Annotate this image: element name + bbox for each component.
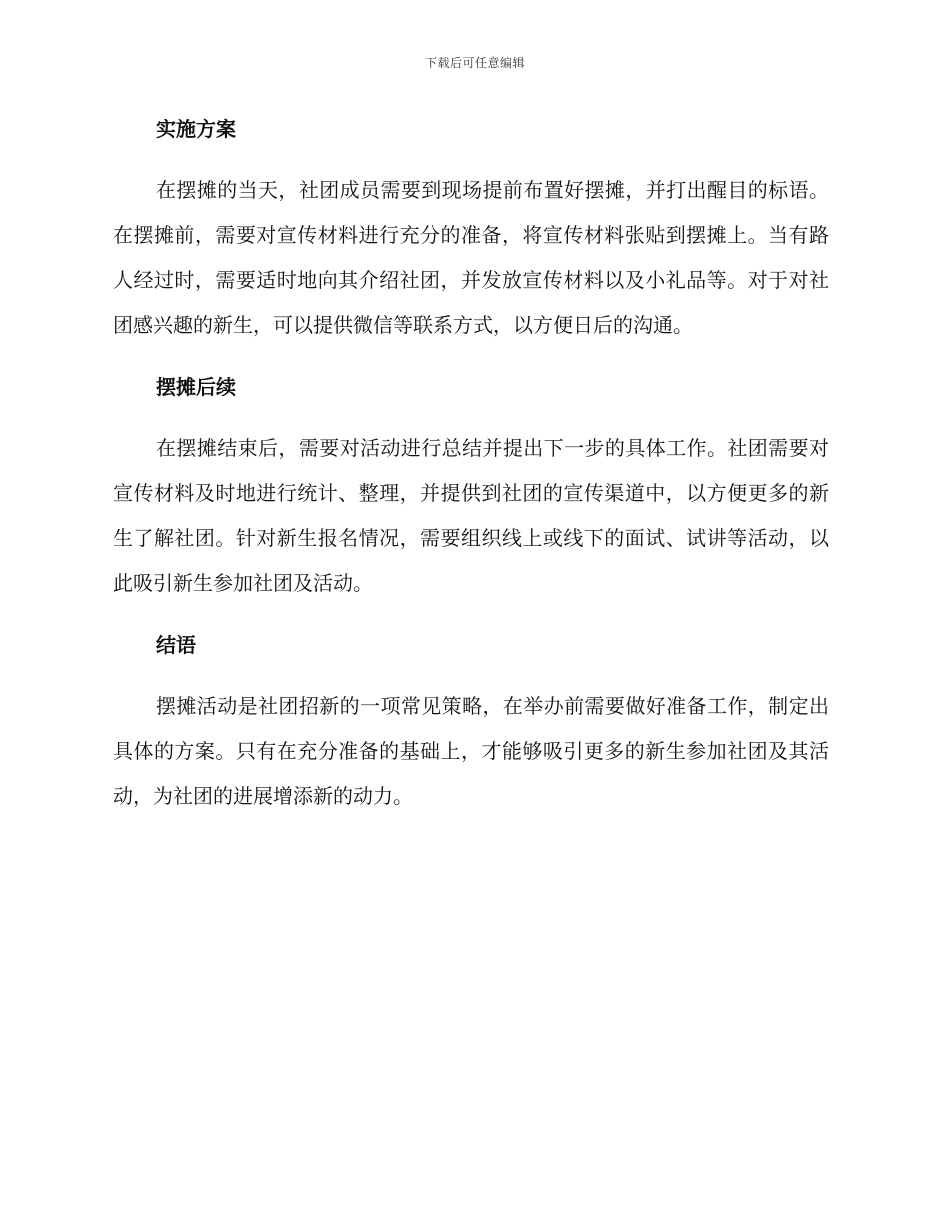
header-note: 下载后可任意编辑	[424, 56, 525, 70]
section-title-conclusion: 结语	[156, 633, 196, 657]
section-body-follow-up: 在摆摊结束后，需要对活动进行总结并提出下一步的具体工作。社团需要对宣传材料及时地进行统计、整理，并提供到社团的宣传渠道中，以方便更多的新生了解社团。针对新生报名情况，需要组织线上或线下的面试、试讲等活动，以此吸引新生参加社团及活动。	[113, 436, 829, 595]
section-title-implementation: 实施方案	[156, 117, 236, 141]
section-body-conclusion: 摆摊活动是社团招新的一项常见策略，在举办前需要做好准备工作，制定出具体的方案。只有在充分准备的基础上，才能够吸引更多的新生参加社团及其活动，为社团的进展增添新的动力。	[113, 694, 829, 808]
section-body-implementation: 在摆摊的当天，社团成员需要到现场提前布置好摆摊，并打出醒目的标语。在摆摊前，需要对宣传材料进行充分的准备，将宣传材料张贴到摆摊上。当有路人经过时，需要适时地向其介绍社团，并发放宣传材料以及小礼品等。对于对社团感兴趣的新生，可以提供微信等联系方式，以方便日后的沟通。	[113, 178, 829, 337]
section-title-follow-up: 摆摊后续	[156, 375, 236, 399]
document-content	[113, 112, 829, 841]
